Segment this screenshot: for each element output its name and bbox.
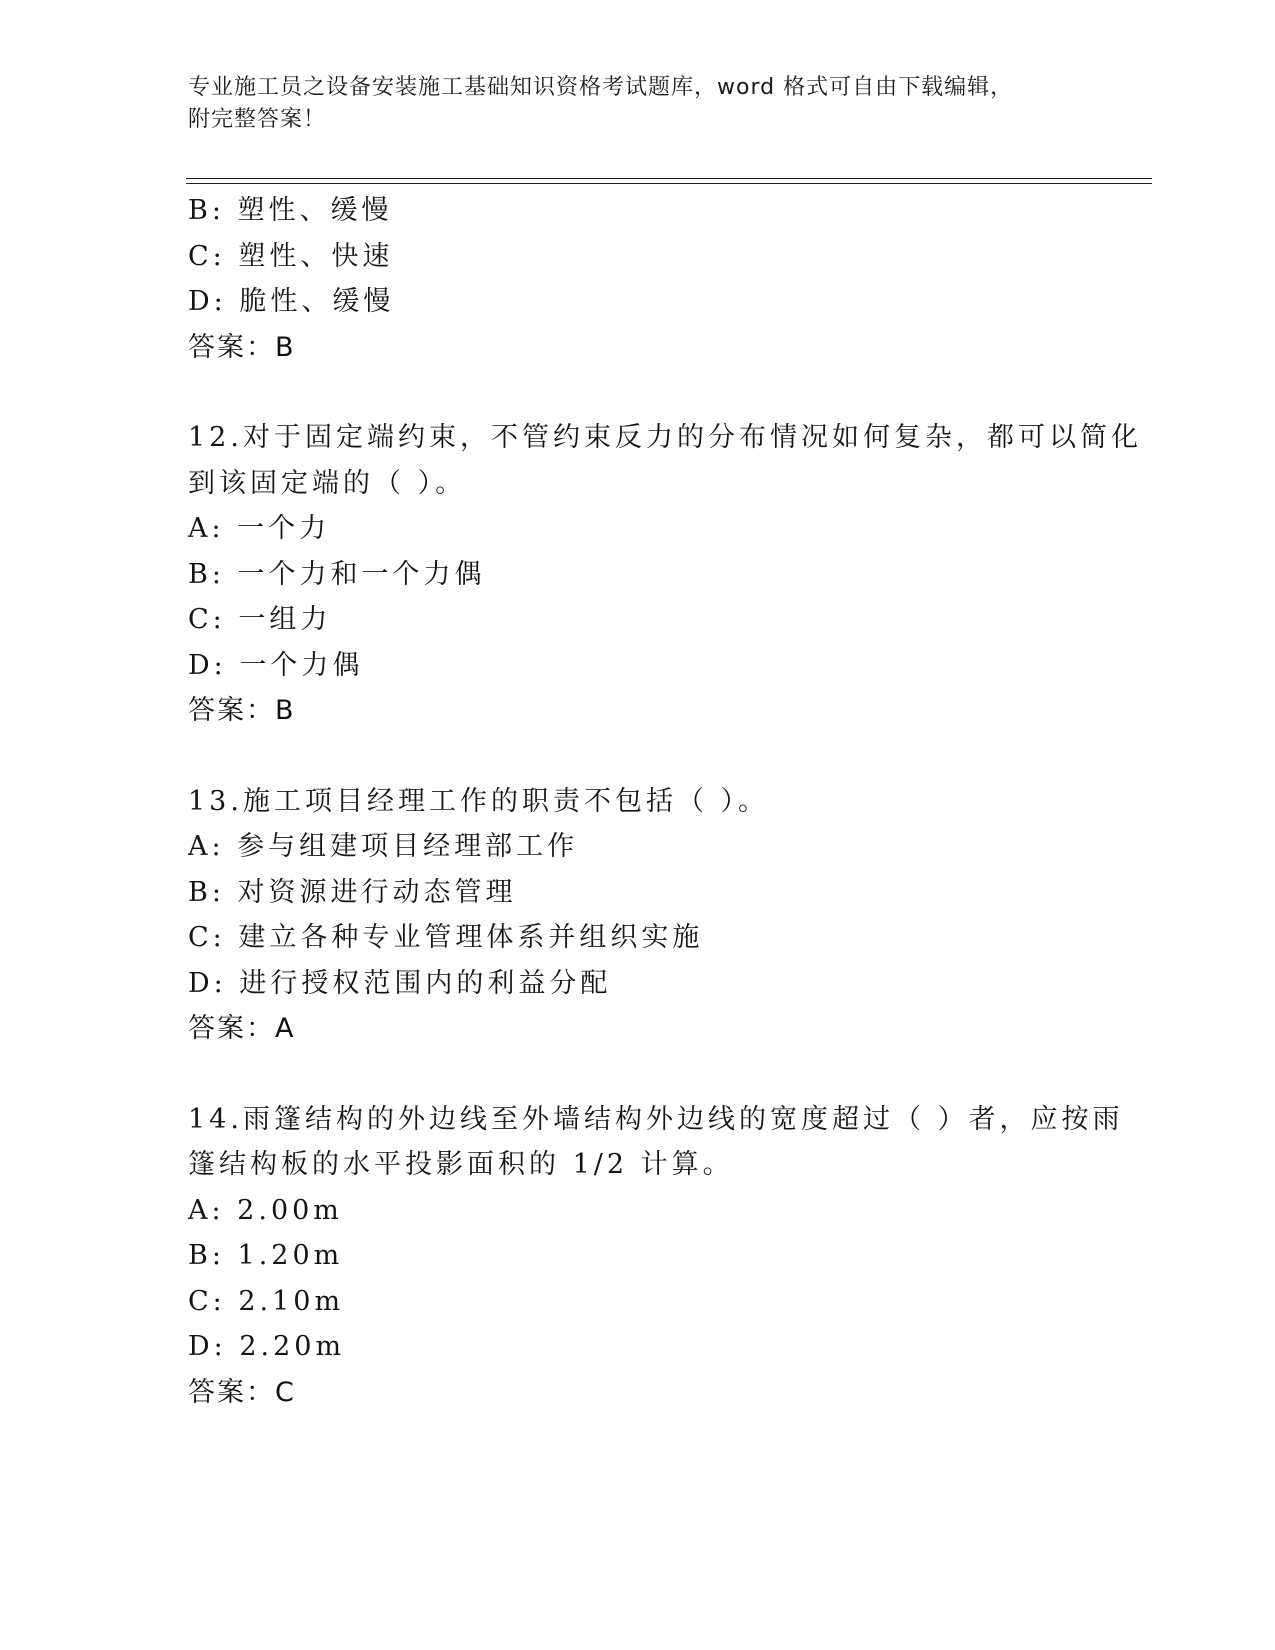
option-a: A: 2.00m xyxy=(188,1194,343,1226)
option-d: D: 一个力偶 xyxy=(188,649,364,681)
option-b: B: 塑性、缓慢 xyxy=(188,195,393,226)
option-c: C: 建立各种专业管理体系并组织实施 xyxy=(188,922,704,953)
option-c: C: 2.10m xyxy=(188,1285,345,1317)
answer-line: 答案：C xyxy=(188,1376,296,1408)
option-c: C: 一组力 xyxy=(188,604,332,635)
question-12 xyxy=(188,415,1142,734)
header-line-2: 附完整答案！ xyxy=(188,107,327,132)
option-a: A: 一个力 xyxy=(188,513,331,544)
header-divider-top xyxy=(186,178,1152,179)
spacer xyxy=(188,734,1088,779)
option-d: D: 2.20m xyxy=(188,1331,346,1362)
question-stem-line-1: 14.雨篷结构的外边线至外墙结构外边线的宽度超过（ ）者，应按雨 xyxy=(188,1103,1124,1135)
option-b: B: 一个力和一个力偶 xyxy=(188,558,486,590)
option-d: D: 脆性、缓慢 xyxy=(188,286,395,317)
header-divider-bottom xyxy=(186,183,1152,184)
question-stem-line-2: 篷结构板的水平投影面积的 1/2 计算。 xyxy=(188,1149,734,1180)
question-14 xyxy=(188,1097,1124,1416)
option-a: A: 参与组建项目经理部工作 xyxy=(188,831,579,862)
option-c: C: 塑性、快速 xyxy=(188,240,394,272)
document-header xyxy=(188,72,1068,136)
option-d: D: 进行授权范围内的利益分配 xyxy=(188,967,612,999)
question-stem-line-1: 12.对于固定端约束，不管约束反力的分布情况如何复杂，都可以简化 xyxy=(188,422,1142,453)
option-b: B: 1.20m xyxy=(188,1240,344,1271)
header-line-1: 专业施工员之设备安装施工基础知识资格考试题库，word 格式可自由下载编辑， xyxy=(188,75,1014,100)
spacer xyxy=(188,370,1088,415)
question-13 xyxy=(188,779,1088,1052)
question-list xyxy=(188,188,1142,1415)
answer-line: 答案：B xyxy=(188,695,296,726)
option-b: B: 对资源进行动态管理 xyxy=(188,876,517,908)
spacer xyxy=(188,1052,1088,1097)
answer-line: 答案：B xyxy=(188,331,296,363)
question-11 xyxy=(188,188,1088,370)
answer-line: 答案：A xyxy=(188,1013,296,1044)
question-stem-line-2: 到该固定端的（ ）。 xyxy=(188,467,467,499)
question-stem-line-1: 13.施工项目经理工作的职责不包括（ ）。 xyxy=(188,785,770,817)
